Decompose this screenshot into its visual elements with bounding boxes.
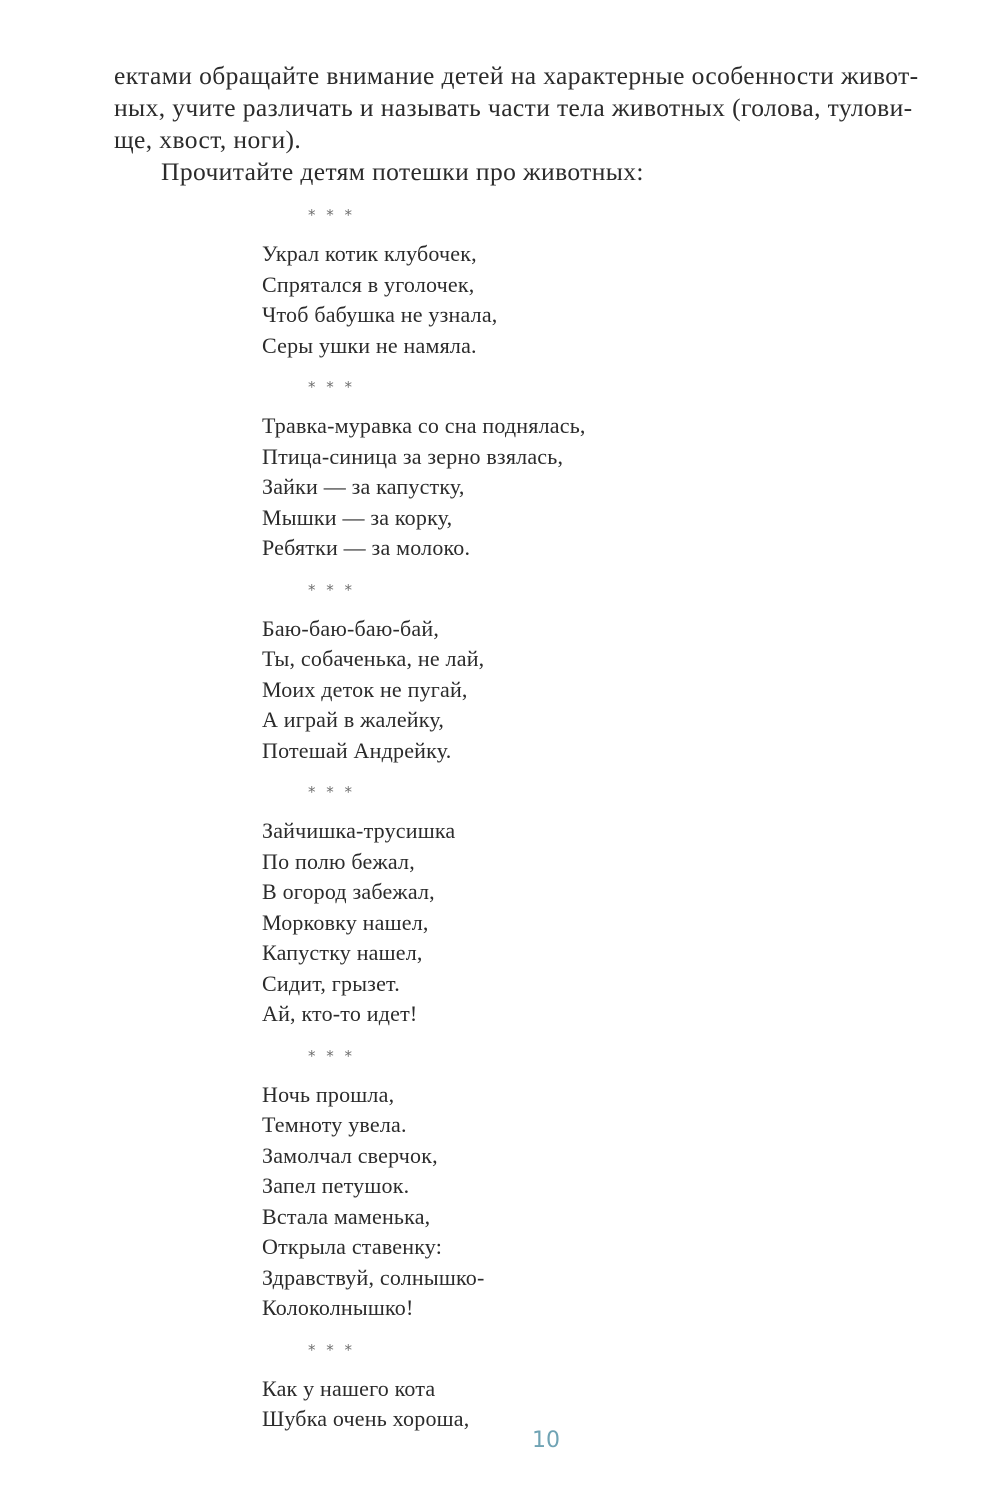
poem-block-6: [262, 1340, 862, 1435]
intro-line: ектами обращайте внимание детей на характерные особенности живот-: [114, 61, 919, 90]
verse-line: Ты, собаченька, не лай,: [262, 646, 485, 671]
verse-line: Открыла ставенку:: [262, 1234, 443, 1259]
verse-line: Зайчишка-трусишка: [262, 818, 456, 843]
verse-line: Чтоб бабушка не узнала,: [262, 302, 498, 327]
verse-line: Замолчал сверчок,: [262, 1142, 438, 1168]
intro-line: ных, учите различать и называть части тела животных (голова, тулови-: [114, 93, 913, 122]
verse-line: Моих деток не пугай,: [262, 676, 468, 702]
poem-6: [262, 1374, 862, 1435]
verse-line: Ночь прошла,: [262, 1081, 395, 1107]
verse-line: Сидит, грызет.: [262, 970, 400, 996]
verse-line: Потешай Андрейку.: [262, 737, 452, 763]
verse-line: Серы ушки не намяла.: [262, 332, 477, 358]
poem-1: [262, 239, 862, 361]
verse-line: Капустку нашел,: [262, 940, 423, 965]
poem-block-5: [262, 1046, 862, 1324]
verse-line: По полю бежал,: [262, 848, 415, 874]
verse-line: Ребятки — за молоко.: [262, 535, 471, 560]
verse-line: Мышки — за корку,: [262, 504, 453, 530]
verse-line: Спрятался в уголочек,: [262, 271, 475, 297]
poem-3: [262, 614, 862, 767]
stars-separator: * * *: [308, 580, 356, 599]
poem-2: [262, 411, 862, 564]
verse-line: Морковку нашел,: [262, 909, 429, 935]
poem-block-1: [262, 205, 862, 361]
stars-separator: * * *: [308, 206, 356, 224]
stars-separator: * * *: [308, 1046, 356, 1065]
verse-line: Баю-баю-баю-бай,: [262, 615, 440, 641]
intro-paragraph: [114, 60, 974, 188]
intro-line: ще, хвост, ноги).: [114, 125, 302, 154]
intro-lead-line: Прочитайте детям потешки про животных:: [161, 157, 644, 186]
poem-block-4: [262, 782, 862, 1030]
verse-line: Запел петушок.: [262, 1173, 410, 1198]
verse-line: Украл котик клубочек,: [262, 241, 477, 266]
verse-line: В огород забежал,: [262, 879, 435, 904]
verse-line: Шубка очень хороша,: [262, 1406, 470, 1431]
poem-block-2: [262, 377, 862, 564]
poems-list: [262, 205, 862, 1451]
stars-separator: * * *: [308, 783, 356, 801]
verse-line: Травка-муравка со сна поднялась,: [262, 413, 586, 438]
verse-line: Птица-синица за зерно взялась,: [262, 443, 564, 469]
verse-line: Как у нашего кота: [262, 1375, 436, 1401]
verse-line: Темноту увела.: [262, 1112, 407, 1137]
verse-line: А играй в жалейку,: [262, 707, 445, 732]
page-number: 10: [532, 1428, 560, 1453]
poem-block-3: [262, 580, 862, 767]
verse-line: Колоколнышко!: [262, 1295, 414, 1320]
poem-5: [262, 1080, 862, 1324]
verse-line: Ай, кто-то идет!: [262, 1001, 418, 1026]
stars-separator: * * *: [308, 1340, 356, 1359]
stars-separator: * * *: [308, 378, 356, 396]
verse-line: Встала маменька,: [262, 1203, 431, 1229]
verse-line: Зайки — за капустку,: [262, 474, 465, 499]
poem-4: [262, 816, 862, 1030]
verse-line: Здравствуй, солнышко-: [262, 1264, 485, 1290]
